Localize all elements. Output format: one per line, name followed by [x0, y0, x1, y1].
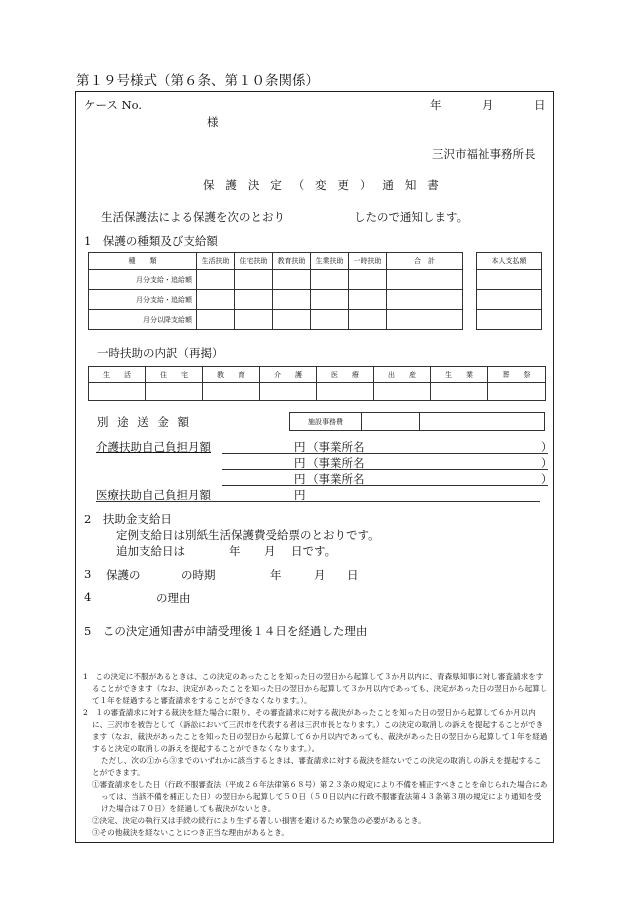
section-3-month: 月 — [314, 568, 326, 582]
note-condition-1: ①審査請求をした日（行政不服審査法（平成２６年法律第６８号）第２３条の規定により不備を補正すべきことを命じられた場合にあっては、当該不備を補正した日）の翌日から起算して５０日（５０日以内に行政不服審査法第４３条第３項の規定により通知を受けた場合は７０日）を経過しても裁決がないとき。 — [92, 780, 548, 813]
section-5-title: 5 この決定通知書が申請受理後１４日を経過した理由 — [84, 624, 368, 638]
care-copay-label: 介護扶助自己負担月額 — [96, 440, 211, 454]
underline — [222, 469, 548, 470]
note-condition-3: ③その他裁決を経ないことにつき正当な理由があるとき。 — [92, 828, 289, 837]
note-condition-2: ②決定、決定の執行又は手続の続行により生ずる著しい損害を避けるため緊急の必要があるとき。 — [92, 816, 426, 825]
date-day: 日 — [534, 98, 546, 112]
yen-unit: 円 — [294, 488, 306, 502]
temporary-aid-title: 一時扶助の内訳（再掲） — [97, 346, 224, 360]
office-name-label: （事業所名 — [307, 472, 365, 486]
header-total: 合 計 — [387, 253, 463, 270]
header-housing-aid: 住宅扶助 — [235, 253, 273, 270]
case-no-label: ケース No. — [84, 98, 143, 112]
header-self-pay: 本人支払額 — [477, 253, 542, 270]
facility-fee-label: 施設事務費 — [290, 413, 362, 431]
section-4-label: の理由 — [156, 591, 191, 605]
section-3-day: 日 — [347, 568, 359, 582]
col-education: 教 育 — [203, 367, 260, 383]
additional-payment-date-label: 追加支給日は — [116, 544, 185, 558]
facility-fee-table — [289, 412, 545, 431]
col-funeral: 葬 祭 — [488, 367, 546, 383]
intro-text-b: したので通知します。 — [354, 210, 469, 224]
col-occupation: 生 業 — [431, 367, 488, 383]
sender-name: 三沢市福祉事務所長 — [432, 147, 536, 161]
header-type: 種 類 — [89, 253, 197, 270]
note-2-proviso: ただし、次の①から③までのいずれかに該当するときは、審査請求に対する裁決を経ないでこの決定の取消しの訴えを提起することができます。 — [92, 756, 542, 777]
section-3-number: 3 — [84, 567, 92, 581]
header-education-aid: 教育扶助 — [273, 253, 311, 270]
section-4-number: 4 — [84, 590, 92, 604]
regular-payment-date-text: 定例支給日は別紙生活保護費受給票のとおりです。 — [116, 528, 380, 542]
medical-copay-label: 医療扶助自己負担月額 — [96, 488, 211, 502]
note-1: 1 この決定に不服があるときは、この決定のあったことを知った日の翌日から起算して３か月以内に、青森県知事に対し審査請求をすることができます（なお、決定があったことを知った日の翌日から起算して３か月以内であっても、決定があった日の翌日から起算して１年を経過すると審査請求をすることができなくなります。）。 — [83, 672, 548, 705]
payment-table — [88, 252, 463, 330]
col-living: 生 活 — [89, 367, 146, 383]
legal-notes — [83, 671, 549, 839]
additional-payment-day: 日です。 — [291, 544, 337, 558]
col-medical: 医 療 — [317, 367, 374, 383]
date-month: 月 — [482, 98, 494, 112]
underline — [96, 501, 540, 502]
yen-unit: 円 — [294, 472, 306, 486]
yen-unit: 円 — [294, 440, 306, 454]
self-pay-table — [476, 252, 542, 330]
yen-unit: 円 — [294, 456, 306, 470]
section-3-label-b: の時期 — [181, 568, 216, 582]
additional-payment-year: 年 — [229, 544, 241, 558]
row-label: 月分支給・追給額 — [89, 270, 197, 290]
section-1-title: 1 保護の種類及び支給額 — [84, 234, 218, 248]
close-paren: ） — [541, 456, 553, 470]
office-name-label: （事業所名 — [307, 440, 365, 454]
close-paren: ） — [541, 472, 553, 486]
header-temporary-aid: 一時扶助 — [349, 253, 387, 270]
addressee-suffix: 様 — [207, 115, 219, 129]
row-label: 月分支給・追給額 — [89, 290, 197, 310]
section-3-year: 年 — [270, 568, 282, 582]
col-housing: 住 宅 — [146, 367, 203, 383]
col-childbirth: 出 産 — [374, 367, 431, 383]
office-name-label: （事業所名 — [307, 456, 365, 470]
col-nursing-care: 介 護 — [260, 367, 317, 383]
intro-text-a: 生活保護法による保護を次のとおり — [101, 210, 285, 224]
section-2-title: 2 扶助金支給日 — [84, 512, 172, 526]
header-occupation-aid: 生業扶助 — [311, 253, 349, 270]
section-3-label-a: 保護の — [106, 568, 141, 582]
additional-payment-month: 月 — [264, 544, 276, 558]
header-living-aid: 生活扶助 — [197, 253, 235, 270]
row-label: 月分以降支給額 — [89, 310, 197, 330]
form-number: 第１９号様式（第６条、第１０条関係） — [76, 73, 319, 89]
note-2: 2 １の審査請求に対する裁決を経た場合に限り、その審査請求に対する裁決があったことを知った日の翌日から起算して６か月以内に、三沢市を被告として（訴訟において三沢市を代表する者は三沢市長となります。）この決定の取消しの訴えを提起することができます（なお、裁決があったことを知った日の翌日から起算して６か月以内であっても、裁決があった日の翌日から起算して１年を経過すると決定の取消しの訴えを提起することができなくなります。）。 — [83, 708, 548, 753]
separate-remittance-label: 別途送金額 — [97, 415, 198, 429]
temporary-aid-table — [88, 366, 546, 401]
underline — [222, 485, 548, 486]
underline — [222, 453, 548, 454]
close-paren: ） — [541, 440, 553, 454]
date-year: 年 — [430, 98, 442, 112]
document-title: 保護決定（変更）通知書 — [203, 178, 450, 192]
